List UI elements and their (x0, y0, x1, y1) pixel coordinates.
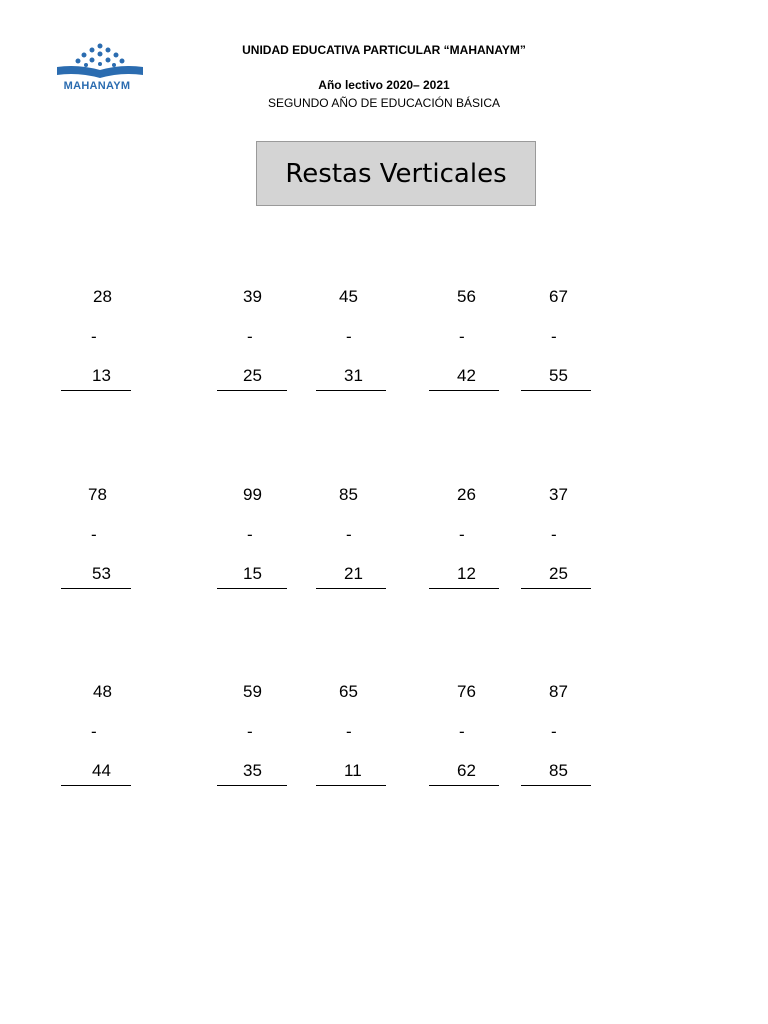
subtrahend: 35 (243, 761, 262, 780)
subtrahend: 62 (457, 761, 476, 780)
subtraction-problem (521, 287, 591, 397)
subtraction-problem (429, 682, 499, 792)
minuend: 26 (457, 485, 476, 504)
subtrahend: 55 (549, 366, 568, 385)
school-year: Año lectivo 2020– 2021 (318, 78, 450, 92)
subtrahend: 44 (92, 761, 111, 780)
subtrahend: 21 (344, 564, 363, 583)
subtrahend: 31 (344, 366, 363, 385)
minuend: 76 (457, 682, 476, 701)
subtrahend: 12 (457, 564, 476, 583)
subtraction-problem (217, 682, 287, 792)
subtraction-problem (61, 287, 131, 397)
answer-line (217, 390, 287, 391)
answer-line (217, 785, 287, 786)
minuend: 39 (243, 287, 262, 306)
minuend: 59 (243, 682, 262, 701)
minus-sign: - (247, 722, 253, 741)
minus-sign: - (551, 722, 557, 741)
minus-sign: - (551, 327, 557, 346)
minus-sign: - (91, 327, 97, 346)
subtraction-problem (521, 485, 591, 595)
book-tree-icon (54, 42, 146, 82)
minus-sign: - (459, 327, 465, 346)
minuend: 45 (339, 287, 358, 306)
worksheet-title: Restas Verticales (256, 141, 536, 206)
minuend: 56 (457, 287, 476, 306)
subtrahend: 25 (243, 366, 262, 385)
subtraction-problem (429, 287, 499, 397)
subtraction-problem (61, 682, 131, 792)
logo-text: MAHANAYM (63, 80, 131, 92)
answer-line (61, 785, 131, 786)
answer-line (521, 588, 591, 589)
subtrahend: 13 (92, 366, 111, 385)
minus-sign: - (91, 525, 97, 544)
minus-sign: - (91, 722, 97, 741)
subtrahend: 15 (243, 564, 262, 583)
subtraction-problem (61, 485, 131, 595)
subtrahend: 11 (344, 761, 362, 780)
subtraction-problem (316, 682, 386, 792)
school-name: UNIDAD EDUCATIVA PARTICULAR “MAHANAYM” (242, 43, 526, 57)
subtrahend: 53 (92, 564, 111, 583)
minuend: 48 (93, 682, 112, 701)
minuend: 28 (93, 287, 112, 306)
minus-sign: - (346, 722, 352, 741)
grade-level: SEGUNDO AÑO DE EDUCACIÓN BÁSICA (267, 96, 501, 110)
subtraction-problem (316, 287, 386, 397)
answer-line (217, 588, 287, 589)
answer-line (61, 390, 131, 391)
minuend: 67 (549, 287, 568, 306)
minus-sign: - (459, 525, 465, 544)
minuend: 99 (243, 485, 262, 504)
minus-sign: - (551, 525, 557, 544)
minuend: 65 (339, 682, 358, 701)
answer-line (429, 390, 499, 391)
answer-line (521, 390, 591, 391)
minuend: 87 (549, 682, 568, 701)
answer-line (316, 390, 386, 391)
answer-line (61, 588, 131, 589)
minuend: 78 (88, 485, 107, 504)
subtrahend: 85 (549, 761, 568, 780)
answer-line (316, 785, 386, 786)
minus-sign: - (346, 327, 352, 346)
subtrahend: 25 (549, 564, 568, 583)
minuend: 85 (339, 485, 358, 504)
subtrahend: 42 (457, 366, 476, 385)
answer-line (429, 785, 499, 786)
answer-line (521, 785, 591, 786)
minus-sign: - (247, 327, 253, 346)
subtraction-problem (429, 485, 499, 595)
minus-sign: - (247, 525, 253, 544)
subtraction-problem (521, 682, 591, 792)
subtraction-problem (316, 485, 386, 595)
minus-sign: - (346, 525, 352, 544)
minus-sign: - (459, 722, 465, 741)
minuend: 37 (549, 485, 568, 504)
subtraction-problem (217, 485, 287, 595)
answer-line (429, 588, 499, 589)
school-logo (54, 42, 146, 96)
answer-line (316, 588, 386, 589)
subtraction-problem (217, 287, 287, 397)
